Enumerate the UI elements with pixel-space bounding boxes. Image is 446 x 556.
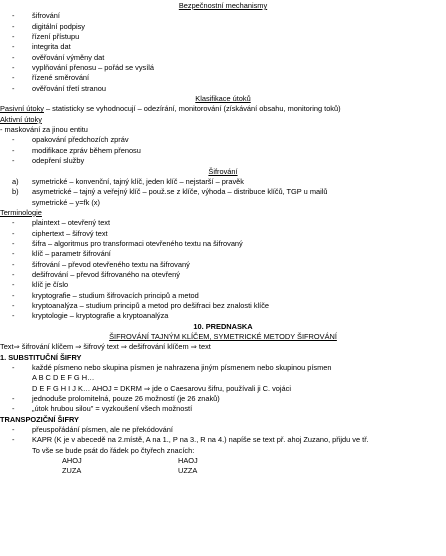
active-attacks-subline: - maskování za jinou entitu xyxy=(0,125,88,135)
list-item: - digitální podpisy xyxy=(0,22,446,32)
transposition-ciphers-title: TRANSPOZIČNÍ ŠIFRY xyxy=(0,414,79,424)
list-item: - ověřování výměny dat xyxy=(0,53,446,63)
list-item: - plaintext – otevřený text xyxy=(0,218,446,228)
list-item: - „útok hrubou silou" = vyzkoušení všech možností xyxy=(0,404,446,414)
list-item: - integrita dat xyxy=(0,42,446,52)
list-item: - šifra – algoritmus pro transformaci otevřeného textu na šifrovaný xyxy=(0,239,446,249)
table-row xyxy=(0,456,446,466)
list-item: - řízené směrování xyxy=(0,73,446,83)
list-item: - jednoduše prolomitelná, pouze 26 možností (je 26 znaků) xyxy=(0,394,446,404)
list-item: - řízení přístupu xyxy=(0,32,446,42)
table-cell: AHOJ xyxy=(62,456,82,466)
list-item: - klíč je číslo xyxy=(0,280,446,290)
list-marker: a) xyxy=(12,176,19,186)
list-item: - kryptoanalýza – studium principů a metod pro dešifraci bez znalosti klíče xyxy=(0,301,446,311)
list-item-b xyxy=(0,187,446,197)
list-item: - ciphertext – šifrový text xyxy=(0,229,446,239)
list-item-a xyxy=(0,177,446,187)
list-item: - šifrování – převod otevřeného textu na šifrovaný xyxy=(0,260,446,270)
list-item: - modifikace zpráv během přenosu xyxy=(0,146,446,156)
table-cell: ZUZA xyxy=(62,466,82,476)
list-item: - ověřování třetí stranou xyxy=(0,84,446,94)
list-item: - opakování předchozích zpráv xyxy=(0,135,446,145)
table-row xyxy=(0,466,446,476)
list-item: - odepření služby xyxy=(0,156,446,166)
list-item: - dešifrování – převod šifrovaného na otevřený xyxy=(0,270,446,280)
alphabet-line: A B C D E F G H… xyxy=(32,373,95,383)
list-item: - klíč – parametr šifrování xyxy=(0,249,446,259)
list-item-text: asymetrické – tajný a veřejný klíč – použ.se z klíče, výhoda – distribuce klíčů, TGP u mailů xyxy=(32,187,328,197)
passive-attacks-label: Pasivní útoky xyxy=(0,104,44,114)
passive-attacks-text: – statisticky se vyhodnocují – odezírání, monitorování (získávání obsahu, monitoring toků) xyxy=(43,104,341,114)
list-item: - vyplňování přenosu – pořád se vysílá xyxy=(0,63,446,73)
lecture-heading: 10. PREDNASKA xyxy=(193,321,253,331)
table-cell: HAOJ xyxy=(178,456,198,466)
section-title-attack-classification: Klasifikace útoků xyxy=(195,94,251,104)
passive-attacks-line xyxy=(0,104,446,114)
list-item: - kryptografie – studium šifrovacích principů a metod xyxy=(0,291,446,301)
section-title-terminology: Terminologie xyxy=(0,207,42,217)
table-cell: UZZA xyxy=(178,466,198,476)
substitution-ciphers-title: 1. SUBSTITUČNÍ ŠIFRY xyxy=(0,352,82,362)
list-item: - každé písmeno nebo skupina písmen je nahrazena jiným písmenem nebo skupinou písmen xyxy=(0,363,446,373)
list-item: - kryptologie – kryptografie a kryptoanalýza xyxy=(0,311,446,321)
list-item-text: symetrické – konvenční, tajný klíč, jeden klíč – nejstarší – pravěk xyxy=(32,176,244,186)
section-title-encryption: Šifrování xyxy=(208,166,238,176)
section-title-security-mechanisms: Bezpečnostní mechanismy xyxy=(178,1,268,10)
list-item: - KAPR (K je v abecedě na 2.místě, A na 1., P na 3., R na 4.) napíše se text př. ahoj Zuzano, přijdu ve tř. xyxy=(0,435,446,445)
list-item-continuation: To vše se bude psát do řádek po čtyřech znacích: xyxy=(32,445,195,455)
list-item-continuation: symetrické – y=fk (x) xyxy=(32,197,100,207)
list-item: - přeuspořádání písmen, ale ne překódování xyxy=(0,425,446,435)
shifted-alphabet-line: D E F G H I J K… AHOJ = DKRM ⇒ jde o Caesarovu šifru, používali ji C. vojáci xyxy=(32,383,291,393)
active-attacks-label: Aktivní útoky xyxy=(0,114,42,124)
list-item: - šifrování xyxy=(0,11,446,21)
encryption-flow-line: Text⇒ šifrování klíčem ⇒ šifrový text ⇒ dešifrování klíčem ⇒ text xyxy=(0,342,211,352)
list-marker: b) xyxy=(12,187,19,197)
lecture-subheading: ŠIFROVÁNÍ TAJNÝM KLÍČEM, SYMETRICKÉ METODY ŠIFROVÁNÍ xyxy=(109,332,337,341)
